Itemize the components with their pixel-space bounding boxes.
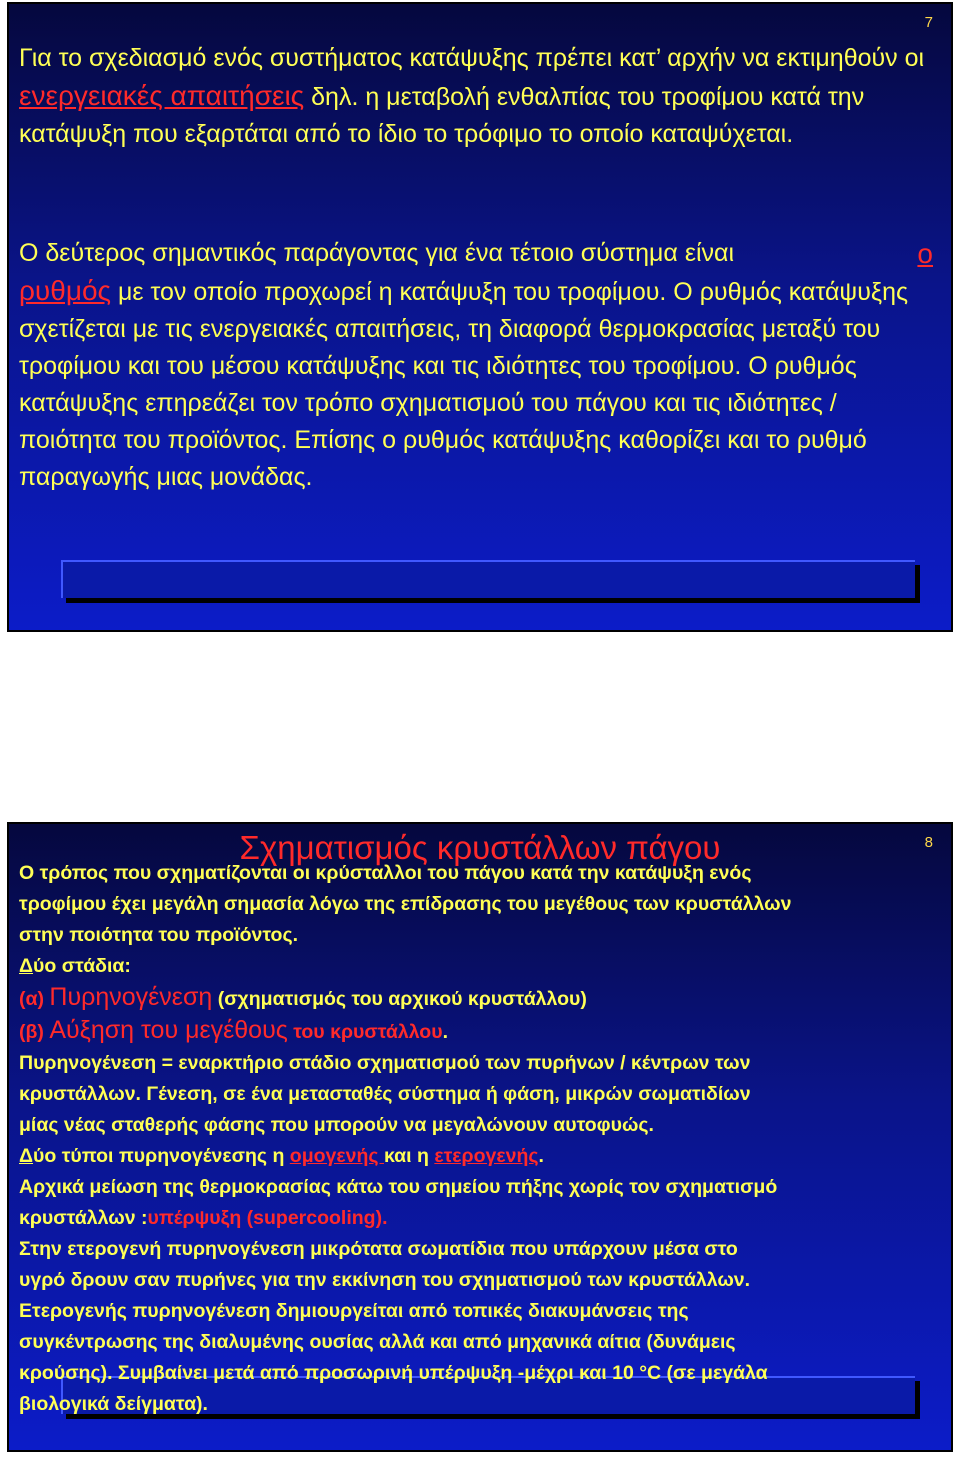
link-rate-part2[interactable]: ρυθμός: [19, 275, 112, 306]
link-heterogeneous[interactable]: ετερογενής: [434, 1145, 539, 1167]
page-number: 7: [924, 14, 933, 31]
body-line: [19, 951, 941, 982]
nucleation-types-line: [19, 1141, 941, 1172]
body-line: μίας νέας σταθερής φάσης που μπορούν να μεγαλώνουν αυτοφυώς.: [19, 1114, 654, 1136]
slide-8: [7, 822, 953, 1452]
text: Δ: [19, 955, 34, 977]
body-line: Ετερογενής πυρηνογένεση δημιουργείται από τοπικές διακυμάνσεις της: [19, 1300, 689, 1322]
stage-b-label: (β): [19, 1021, 50, 1043]
body-line: κρυστάλλων. Γένεση, σε ένα μετασταθές σύστημα ή φάση, μικρών σωματιδίων: [19, 1083, 751, 1105]
body-line: Αρχικά μείωση της θερμοκρασίας κάτω του σημείου πήξης χωρίς τον σχηματισμό: [19, 1176, 778, 1198]
slide-title: Σχηματισμός κρυστάλλων πάγου: [239, 829, 721, 866]
text: .: [538, 1145, 544, 1167]
empty-text-box: [61, 560, 915, 598]
text: του κρυστάλλου: [287, 1021, 443, 1043]
page-number: 8: [924, 834, 933, 851]
text: .: [442, 1021, 448, 1043]
text: (σχηματισμός του αρχικού κρυστάλλου): [212, 988, 587, 1010]
body-line: Ο τρόπος που σχηματίζονται οι κρύσταλλοι του πάγου κατά την κατάψυξη ενός: [19, 862, 752, 884]
text: δηλ. η μεταβολή ενθαλπίας του τροφίμου κατά την κατάψυξη που εξαρτάται από το ίδιο το τρόφιμο το οποίο καταψύχεται.: [19, 83, 865, 148]
body-line: κρούσης). Συμβαίνει μετά από προσωρινή υπέρψυξη -μέχρι και 10 °C (σε μεγάλα: [19, 1362, 768, 1384]
text: με τον οποίο προχωρεί η κατάψυξη του τροφίμου. Ο ρυθμός κατάψυξης σχετίζεται με τις ενεργειακές απαιτήσεις, τη διαφορά θερμοκρασίας μεταξύ του τροφίμου και του μέσου κατάψυξης και τις ιδιότητες του τροφίμου. Ο ρυθμός κατάψυξης επηρεάζει τον τρόπο σχηματισμού του πάγου και τις ιδιότητες / ποιότητα του προϊόντος. Επίσης ο ρυθμός κατάψυξης καθορίζει και το ρυθμό παραγωγής μιας μονάδας.: [19, 278, 909, 491]
stage-a-label: (α): [19, 988, 50, 1010]
stage-a-term: Πυρηνογένεση: [49, 983, 213, 1011]
text: Για το σχεδιασμό ενός συστήματος κατάψυξης πρέπει κατ’ αρχήν να εκτιμηθούν οι: [19, 44, 925, 72]
text: Δ: [19, 1145, 34, 1167]
paragraph-energy-requirements: [19, 40, 933, 153]
body-line: στην ποιότητα του προϊόντος.: [19, 924, 299, 946]
text: Ο δεύτερος σημαντικός παράγοντας για ένα τέτοιο σύστημα είναι: [19, 239, 735, 267]
link-homogeneous[interactable]: ομογενής: [289, 1145, 384, 1167]
body-line: Πυρηνογένεση = εναρκτήριο στάδιο σχηματισμού των πυρήνων / κέντρων των: [19, 1052, 751, 1074]
link-rate-part1[interactable]: ο: [917, 238, 933, 269]
body-line: τροφίμου έχει μεγάλη σημασία λόγω της επίδρασης του μεγέθους των κρυστάλλων: [19, 893, 792, 915]
stage-b-term: Αύξηση του μεγέθους: [49, 1016, 288, 1044]
text: και η: [383, 1145, 435, 1167]
supercooling-term: υπέρψυξη (supercooling).: [147, 1207, 388, 1229]
body-line: βιολογικά δείγματα).: [19, 1393, 208, 1415]
supercooling-line: [19, 1203, 941, 1234]
paragraph-freezing-rate: [19, 235, 933, 496]
link-energy-requirements[interactable]: ενεργειακές απαιτήσεις: [19, 80, 305, 111]
stage-b-line: [19, 1015, 941, 1048]
body-line: υγρό δρουν σαν πυρήνες για την εκκίνηση του σχηματισμού των κρυστάλλων.: [19, 1269, 751, 1291]
slide-body: [19, 858, 941, 1420]
text: ύο στάδια:: [33, 955, 131, 977]
body-line: συγκέντρωσης της διαλυμένης ουσίας αλλά και από μηχανικά αίτια (δυνάμεις: [19, 1331, 736, 1353]
slide-7: [7, 2, 953, 632]
body-line: Στην ετερογενή πυρηνογένεση μικρότατα σωματίδια που υπάρχουν μέσα στο: [19, 1238, 738, 1260]
text: κρυστάλλων :: [19, 1207, 148, 1229]
text: ύο τύποι πυρηνογένεσης η: [33, 1145, 290, 1167]
stage-a-line: [19, 982, 941, 1015]
